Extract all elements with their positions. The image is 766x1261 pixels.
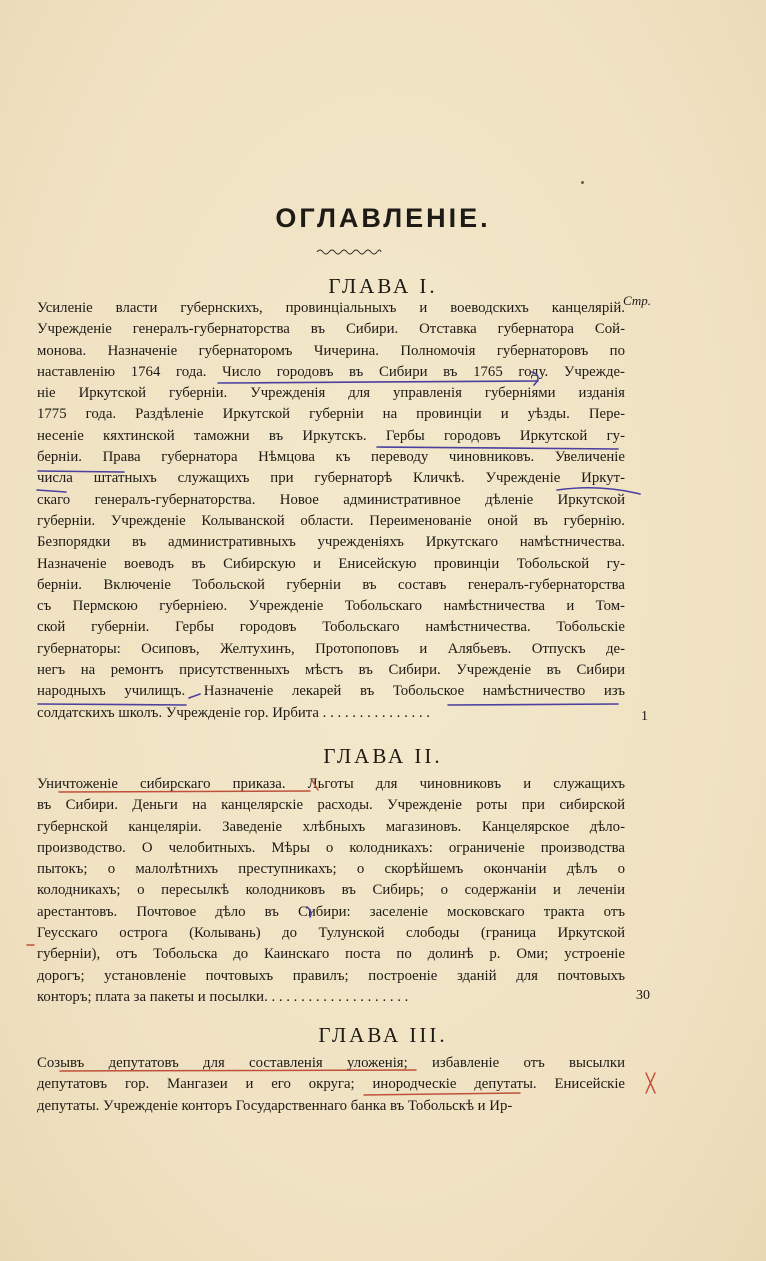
text-line: 1775 года. Раздѣленіе Иркутской губерніи на провинціи и уѣзды. Пере- (37, 406, 625, 423)
text-line: дорогъ; установленіе почтовыхъ правилъ; построеніе зданій для почтовыхъ (37, 967, 625, 984)
chapter-2-page-number: 30 (636, 988, 650, 1003)
chapter-1-page-number: 1 (641, 709, 648, 724)
text-line: пытокъ; о малолѣтнихъ преступникахъ; о скорѣйшемъ окончаніи дѣлъ о (37, 861, 625, 878)
text-line: солдатскихъ школъ. Учрежденіе гор. Ирбита . . . . . . . . . . . . . . . (37, 704, 430, 721)
text-line: наставленію 1764 года. Число городовъ въ Сибири въ 1765 году. Учрежде- (37, 363, 625, 380)
text-line: несеніе кяхтинской таможни въ Иркутскъ. Гербы городовъ Иркутской гу- (37, 427, 625, 444)
page-title: ОГЛАВЛЕНІЕ. (275, 203, 491, 233)
text-line: ской губерніи. Гербы городовъ Тобольскаго намѣстничества. Тобольскіе (37, 619, 625, 636)
chapter-2-summary (37, 774, 625, 1008)
title-ornament (316, 247, 382, 257)
text-line: въ Сибири. Деньги на канцелярскіе расходы. Учрежденіе роты при сибирской (37, 797, 625, 814)
text-line: ніе Иркутской губерніи. Учрежденія для управленія губерніями изданія (37, 385, 625, 402)
text-line: губерніи), отъ Тобольска до Каинскаго поста по долинѣ р. Оми; устроеніе (37, 946, 625, 963)
text-line: депутатовъ гор. Мангазеи и его округа; инородческіе депутаты. Енисейскіе (37, 1076, 625, 1093)
text-line: производство. О челобитныхъ. Мѣры о колодникахъ: ограниченіе производства (37, 839, 625, 856)
speck (581, 181, 584, 184)
chapter-2-heading: ГЛАВА II. (323, 744, 443, 768)
text-line: Созывъ депутатовъ для составленія уложенія; избавленіе отъ высылки (37, 1055, 625, 1071)
text-line: Геусскаго острога (Колывань) до Тулунской слободы (граница Иркутской (37, 925, 625, 942)
text-line: Уничтоженіе сибирскаго приказа. Льготы для чиновниковъ и служащихъ (37, 776, 625, 792)
text-line: колодникахъ; о пересылкѣ колодниковъ въ Сибирь; о содержаніи и леченіи (37, 882, 625, 899)
text-line: негъ на ремонтъ присутственныхъ мѣстъ въ Сибири. Учрежденіе въ Сибири (37, 662, 625, 679)
text-line: губернской канцеляріи. Заведеніе хлѣбныхъ магазиновъ. Канцелярское дѣло- (37, 818, 625, 835)
text-line: съ Пермскою губерніею. Учрежденіе Тобольскаго намѣстничества и Том- (37, 598, 625, 615)
text-line: берніи. Права губернатора Нѣмцова къ переводу чиновниковъ. Увеличеніе (37, 449, 625, 466)
text-line: депутаты. Учрежденіе конторъ Государственнаго банка въ Тобольскѣ и Ир- (37, 1097, 513, 1114)
text-line: Безпорядки въ административныхъ учрежденіяхъ Иркутскаго намѣстничества. (37, 534, 625, 551)
chapter-1-heading: ГЛАВА I. (328, 274, 438, 298)
text-line: губернаторы: Осиповъ, Желтухинъ, Протопоповъ и Алябьевъ. Отпускъ де- (37, 640, 625, 657)
pencil-mark (646, 1073, 655, 1093)
text-line: народныхъ училищъ. Назначеніе лекарей въ Тобольское намѣстничество изъ (37, 683, 625, 700)
chapter-1-summary (37, 298, 625, 724)
text-line: арестантовъ. Почтовое дѣло въ Сибири: заселеніе московскаго тракта отъ (37, 903, 625, 920)
text-line: монова. Назначеніе губернаторомъ Чичерина. Полномочія губернаторовъ по (37, 342, 625, 359)
chapter-3-summary (37, 1053, 625, 1117)
chapter-3-heading: ГЛАВА III. (318, 1023, 448, 1047)
text-line: Усиленіе власти губернскихъ, провинціальныхъ и воеводскихъ канцелярій. (37, 300, 625, 316)
text-line: конторъ; плата за пакеты и посылки. . . . . . . . . . . . . . . . . . . . (37, 988, 409, 1005)
text-line: числа штатныхъ служащихъ при губернаторѣ Кличкѣ. Учрежденіе Иркут- (37, 470, 625, 487)
page-column-header: Стр. (623, 293, 651, 308)
text-line: скаго генералъ-губернаторства. Новое административное дѣленіе Иркутской (37, 491, 625, 508)
text-line: Назначеніе воеводъ въ Сибирскую и Енисейскую провинціи Тобольской гу- (37, 555, 625, 572)
text-line: губерніи. Учрежденіе Колыванской области. Переименованіе оной въ губернію. (37, 512, 625, 529)
text-line: Учрежденіе генералъ-губернаторства въ Сибири. Отставка губернатора Сой- (37, 321, 625, 338)
text-line: берніи. Включеніе Тобольской губерніи въ составъ генералъ-губернаторства (37, 576, 625, 593)
